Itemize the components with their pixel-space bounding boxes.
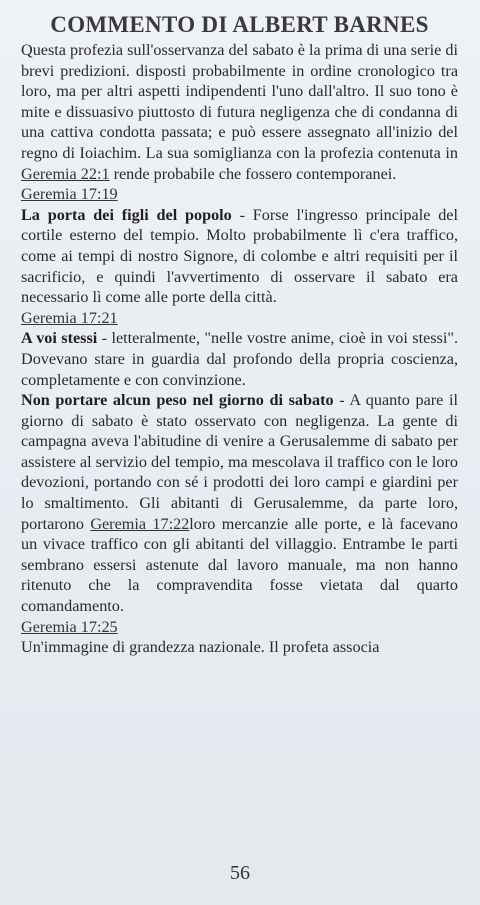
verse-ref-geremia-17-21[interactable]: Geremia 17:21 (21, 308, 118, 327)
term-heading: La porta dei figli del popolo (21, 205, 232, 224)
section-text: Un'immagine di grandezza nazionale. Il profeta associa (21, 638, 380, 657)
section-paragraph (21, 390, 458, 617)
section-text: - Forse l'ingresso principale del cortile esterno del tempio. Molto probabilmente lì c'era traffico, come ai tempi di nostro Signore, di colombe e altri requisiti per il sacrificio, e quindi l'avvertimento di osservare il sabato era necessario lì come alle porte della città. (21, 205, 458, 307)
intro-text: Questa profezia sull'osservanza del sabato è la prima di una serie di brevi predizioni. disposti probabilmente in ordine cronologico tra loro, ma per altri aspetti indipendenti l'uno dall'altro. Il suo tono è mite e dissuasivo piuttosto di futura negligenza che di condanna di una cattiva condotta passata; e può essere assegnato all'inizio del regno di Ioiachim. La sua somiglianza con la profezia contenuta in (21, 41, 458, 162)
verse-ref-geremia-17-19[interactable]: Geremia 17:19 (21, 185, 118, 204)
term-heading: Non portare alcun peso nel giorno di sabato (21, 391, 334, 410)
section-text: - letteralmente, "nelle vostre anime, cioè in voi stessi". Dovevano stare in guardia dal profondo della propria coscienza, completamente e con convinzione. (21, 329, 459, 389)
verse-link-geremia-17-22[interactable]: Geremia 17:22 (90, 514, 190, 533)
intro-text-end: rende probabile che fossero contemporanei. (109, 164, 397, 183)
page-number: 56 (230, 862, 250, 884)
commentary-body (21, 40, 458, 658)
section-paragraph (21, 328, 458, 390)
verse-link-geremia-22-1[interactable]: Geremia 22:1 (21, 164, 110, 183)
section-paragraph (21, 205, 458, 308)
section-text-end: loro mercanzie alle porte, e là facevano un vivace traffico con gli abitanti del villaggio. Entrambe le parti sembrano essersi astenute dal lavoro manuale, ma non hanno ritenuto che la compravendita fosse vietata dal quarto comandamento. (21, 514, 458, 616)
page-title: COMMENTO DI ALBERT BARNES (50, 12, 429, 37)
section-paragraph (21, 637, 458, 658)
term-heading: A voi stessi (21, 329, 98, 348)
verse-ref-geremia-17-25[interactable]: Geremia 17:25 (21, 617, 118, 636)
section-text: - A quanto pare il giorno di sabato è stato osservato con negligenza. La gente di campagna aveva l'abitudine di venire a Gerusalemme di sabato per assistere al servizio del tempio, ma mescolava il traffico con le loro devozioni, portando con sé i prodotti dei loro campi e giardini per lo smaltimento. Gli abitanti di Gerusalemme, da parte loro, portarono (21, 391, 458, 533)
intro-paragraph (21, 40, 458, 184)
